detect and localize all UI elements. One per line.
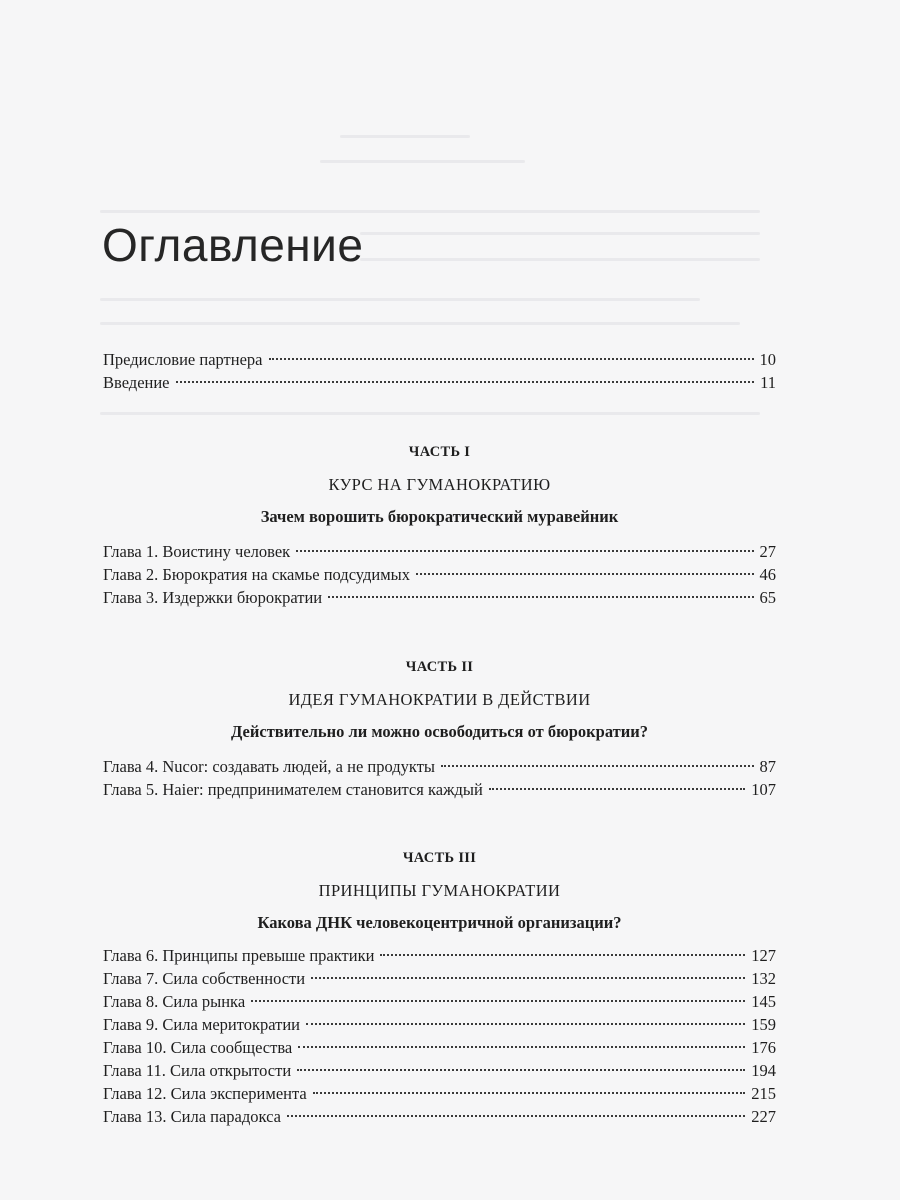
dot-leader xyxy=(416,573,753,575)
part-subtitle: Зачем ворошить бюрократический муравейник xyxy=(260,507,619,526)
part-title: КУРС НА ГУМАНОКРАТИЮ xyxy=(328,475,551,494)
show-through xyxy=(360,258,760,261)
toc-entry-page: 46 xyxy=(759,565,776,584)
dot-leader xyxy=(287,1115,745,1117)
toc-entry-label: Глава 13. Сила парадокса xyxy=(103,1107,281,1126)
dot-leader xyxy=(311,977,745,979)
show-through xyxy=(100,322,740,325)
dot-leader xyxy=(269,358,754,360)
show-through xyxy=(340,135,470,138)
toc-entry[interactable] xyxy=(103,586,776,609)
dot-leader xyxy=(297,1069,745,1071)
toc-entry-page: 127 xyxy=(751,946,776,965)
part-title: ИДЕЯ ГУМАНОКРАТИИ В ДЕЙСТВИИ xyxy=(288,690,591,709)
dot-leader xyxy=(251,1000,745,1002)
toc-entry-label: Глава 10. Сила сообщества xyxy=(103,1038,293,1057)
chapter-list xyxy=(103,944,776,1128)
part-subtitle: Какова ДНК человекоцентричной организации? xyxy=(257,913,622,932)
toc-entry-page: 11 xyxy=(760,373,776,392)
toc-entry[interactable] xyxy=(103,990,776,1013)
toc-entry-page: 145 xyxy=(751,992,776,1011)
toc-entry[interactable] xyxy=(103,778,776,801)
toc-entry-label: Глава 6. Принципы превыше практики xyxy=(103,946,375,965)
dot-leader xyxy=(441,765,753,767)
toc-entry-label: Глава 1. Воистину человек xyxy=(103,542,291,561)
part-header xyxy=(103,657,776,743)
dot-leader xyxy=(296,550,753,552)
toc-entry[interactable] xyxy=(103,1036,776,1059)
toc-entry-page: 215 xyxy=(751,1084,776,1103)
part-header xyxy=(103,442,776,528)
toc-entry-page: 159 xyxy=(751,1015,776,1034)
part-number: ЧАСТЬ III xyxy=(402,850,477,866)
toc-entry-page: 194 xyxy=(751,1061,776,1080)
toc-entry[interactable] xyxy=(103,1082,776,1105)
toc-entry-label: Введение xyxy=(103,373,170,392)
toc-entry-label: Глава 3. Издержки бюрократии xyxy=(103,588,323,607)
part-header xyxy=(103,848,776,934)
dot-leader xyxy=(176,381,755,383)
page-title: Оглавление xyxy=(102,219,364,271)
toc-entry-page: 176 xyxy=(751,1038,776,1057)
show-through xyxy=(100,298,700,301)
toc-entry-page: 132 xyxy=(751,969,776,988)
show-through xyxy=(100,412,760,415)
toc-entry-label: Глава 8. Сила рынка xyxy=(103,992,246,1011)
part-number: ЧАСТЬ II xyxy=(405,659,474,675)
toc-entry-page: 27 xyxy=(759,542,776,561)
toc-entry-page: 107 xyxy=(751,780,776,799)
toc-entry-label: Глава 5. Haier: предпринимателем становится каждый xyxy=(103,780,483,799)
dot-leader xyxy=(489,788,745,790)
show-through xyxy=(100,210,760,213)
toc-entry[interactable] xyxy=(103,755,776,778)
chapter-list xyxy=(103,540,776,609)
toc-entry-label: Глава 4. Nucor: создавать людей, а не продукты xyxy=(103,757,436,776)
toc-entry-label: Глава 2. Бюрократия на скамье подсудимых xyxy=(103,565,411,584)
toc-entry[interactable] xyxy=(103,1059,776,1082)
toc-entry[interactable] xyxy=(103,540,776,563)
toc-entry-page: 87 xyxy=(759,757,776,776)
show-through xyxy=(320,160,525,163)
part-number: ЧАСТЬ I xyxy=(408,444,471,460)
toc-entry-label: Глава 7. Сила собственности xyxy=(103,969,306,988)
toc-entry[interactable] xyxy=(103,1013,776,1036)
dot-leader xyxy=(328,596,753,598)
toc-entry[interactable] xyxy=(103,967,776,990)
toc-entry-page: 65 xyxy=(759,588,776,607)
toc-entry-label: Предисловие партнера xyxy=(103,350,263,369)
toc-entry-page: 227 xyxy=(751,1107,776,1126)
toc-entry[interactable] xyxy=(103,348,776,371)
front-matter-list xyxy=(103,348,776,394)
part-subtitle: Действительно ли можно освободиться от бюрократии? xyxy=(230,722,649,741)
dot-leader xyxy=(306,1023,745,1025)
toc-entry[interactable] xyxy=(103,944,776,967)
show-through xyxy=(360,232,760,235)
dot-leader xyxy=(298,1046,745,1048)
toc-entry[interactable] xyxy=(103,1105,776,1128)
dot-leader xyxy=(313,1092,746,1094)
chapter-list xyxy=(103,755,776,801)
part-title: ПРИНЦИПЫ ГУМАНОКРАТИИ xyxy=(318,881,561,900)
toc-entry[interactable] xyxy=(103,371,776,394)
toc-entry[interactable] xyxy=(103,563,776,586)
dot-leader xyxy=(380,954,745,956)
toc-entry-label: Глава 12. Сила эксперимента xyxy=(103,1084,307,1103)
toc-entry-label: Глава 11. Сила открытости xyxy=(103,1061,292,1080)
toc-entry-label: Глава 9. Сила меритократии xyxy=(103,1015,301,1034)
toc-entry-page: 10 xyxy=(759,350,776,369)
